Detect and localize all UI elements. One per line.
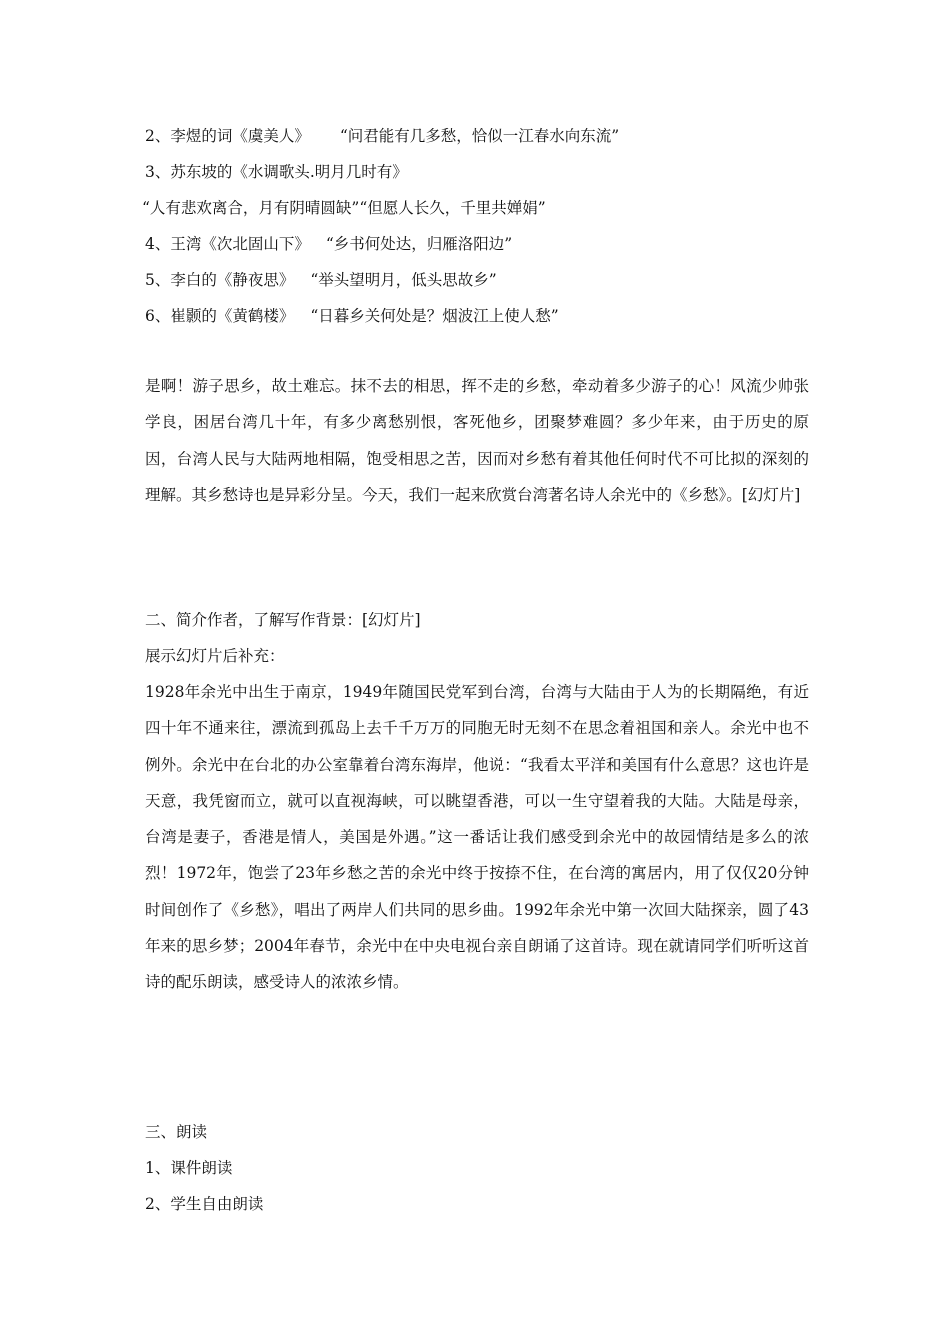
poem-title: 3、苏东坡的《水调歌头.明月几时有》 — [145, 163, 408, 181]
poem-quote: “问君能有几多愁，恰似一江春水向东流” — [339, 127, 620, 145]
list-item: 2、学生自由朗读 — [145, 1195, 264, 1213]
poem-title: 6、崔颢的《黄鹤楼》 — [145, 307, 295, 325]
poem-line-3 — [142, 198, 546, 218]
section-2-body: 1928年余光中出生于南京，1949年随国民党军到台湾，台湾与大陆由于人为的长期隔绝，有近四十年不通来往，漂流到孤岛上去千千万万的同胞无时无刻不在思念着祖国和亲人。余光中也不例外。余光中在台北的办公室靠着台湾东海岸，他说：“我看太平洋和美国有什么意思？这也许是天意，我凭窗而立，就可以直视海峡，可以眺望香港，可以一生守望着我的大陆。大陆是母亲，台湾是妻子，香港是情人，美国是外遇。”这一番话让我们感受到余光中的故园情结是多么的浓烈！1972年，饱尝了23年乡愁之苦的余光中终于按捺不住，在台湾的寓居内，用了仅仅20分钟时间创作了《乡愁》，唱出了两岸人们共同的思乡曲。1992年余光中第一次回大陆探亲，圆了43年来的思乡梦；2004年春节，余光中在中央电视台亲自朗诵了这首诗。现在就请同学们听听这首诗的配乐朗读，感受诗人的浓浓乡情。 — [145, 683, 809, 992]
poem-quote: “乡书何处达，归雁洛阳边” — [325, 235, 513, 253]
section-2-heading: 二、简介作者，了解写作背景：[幻灯片] — [145, 611, 421, 629]
section-2-subheading: 展示幻灯片后补充： — [145, 647, 285, 665]
poem-quote: “人有悲欢离合，月有阴晴圆缺”“但愿人长久，千里共婵娟” — [142, 199, 546, 217]
poem-quote: “举头望明月，低头思故乡” — [310, 271, 497, 289]
poem-title: 2、李煜的词《虞美人》 — [145, 127, 310, 145]
poem-quote: “日暮乡关何处是？烟波江上使人愁” — [310, 307, 559, 325]
poem-line-4 — [145, 234, 512, 254]
poem-line-5 — [145, 270, 497, 290]
poem-line-2 — [145, 162, 408, 182]
section-3-heading: 三、朗读 — [145, 1123, 208, 1141]
poem-title: 4、王湾《次北固山下》 — [145, 235, 310, 253]
poem-line-1 — [145, 126, 619, 146]
intro-paragraph: 是啊！游子思乡，故土难忘。抹不去的相思，挥不走的乡愁，牵动着多少游子的心！风流少帅张学良，困居台湾几十年，有多少离愁别恨，客死他乡，团聚梦难圆？多少年来，由于历史的原因，台湾人民与大陆两地相隔，饱受相思之苦，因而对乡愁有着其他任何时代不可比拟的深刻的理解。其乡愁诗也是异彩分呈。今天，我们一起来欣赏台湾著名诗人余光中的《乡愁》。[幻灯片] — [145, 377, 809, 505]
poem-title: 5、李白的《静夜思》 — [145, 271, 295, 289]
list-item: 1、课件朗读 — [145, 1159, 233, 1177]
poem-line-6 — [145, 306, 559, 326]
